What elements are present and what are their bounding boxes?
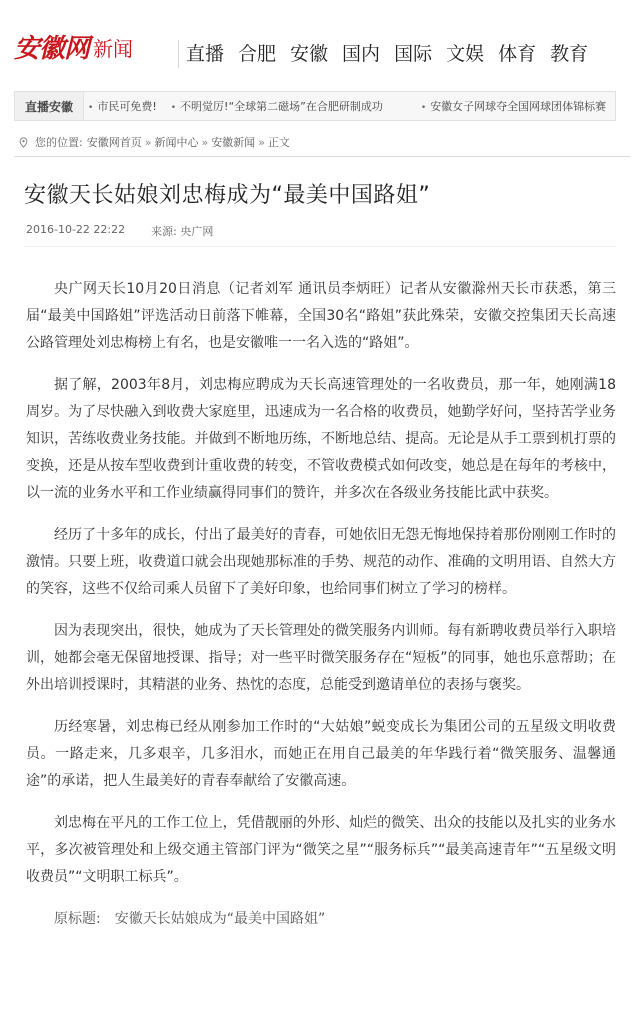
main-nav bbox=[186, 40, 602, 68]
breadcrumb-divider bbox=[14, 156, 630, 157]
ticker-item[interactable]: • 安徽女子网球夺全国网球团体锦标赛 bbox=[421, 98, 606, 114]
original-title-line bbox=[26, 906, 616, 933]
live-ticker bbox=[14, 91, 616, 121]
location-pin-icon bbox=[18, 137, 29, 148]
ticker-item[interactable]: • 不明觉厉!“全球第二磁场”在合肥研制成功 bbox=[171, 98, 383, 114]
article-date: 2016-10-22 22:22 bbox=[26, 223, 126, 236]
article-title: 安徽天长姑娘刘忠梅成为“最美中国路姐” bbox=[24, 183, 431, 208]
article-source: 来源: 央广网 bbox=[151, 225, 214, 238]
article-paragraph: 刘忠梅在平凡的工作工位上，凭借靓丽的外形、灿烂的微笑、出众的技能以及扎实的业务水平，多次被管理处和上级交通主管部门评为“微笑之星”“服务标兵”“最美高速青年”“五星级文明收费员”“文明职工标兵”。 bbox=[26, 815, 616, 885]
breadcrumb bbox=[18, 134, 290, 150]
site-header bbox=[0, 0, 640, 82]
nav-item-anhui[interactable]: 安徽 bbox=[290, 43, 329, 65]
nav-item-domestic[interactable]: 国内 bbox=[342, 43, 381, 65]
original-title-label: 原标题: bbox=[54, 911, 101, 927]
nav-item-live[interactable]: 直播 bbox=[186, 43, 225, 65]
ticker-label[interactable]: 直播安徽 bbox=[15, 92, 84, 120]
nav-item-international[interactable]: 国际 bbox=[394, 43, 433, 65]
article-paragraph: 历经寒暑，刘忠梅已经从刚参加工作时的“大姑娘”蜕变成长为集团公司的五星级文明收费员。一路走来，几多艰辛，几多泪水，而她正在用自己最美的年华践行着“微笑服务、温馨通途”的承诺，把人生最美好的青春奉献给了安徽高速。 bbox=[26, 719, 616, 789]
breadcrumb-home[interactable]: 安徽网首页 bbox=[86, 136, 142, 149]
nav-item-entertainment[interactable]: 文娱 bbox=[446, 43, 485, 65]
article-paragraph: 央广网天长10月20日消息（记者刘军 通讯员李炳旺）记者从安徽滁州天长市获悉，第三届“最美中国路姐”评选活动日前落下帷幕，全国30名“路姐”获此殊荣，安徽交控集团天长高速公路管理处刘忠梅榜上有名，也是安徽唯一一名入选的“路姐”。 bbox=[26, 281, 616, 351]
nav-item-sports[interactable]: 体育 bbox=[498, 43, 537, 65]
site-logo[interactable] bbox=[14, 34, 133, 64]
ticker-item[interactable]: • 市民可免费! bbox=[88, 98, 157, 114]
breadcrumb-news-center[interactable]: 新闻中心 bbox=[154, 136, 199, 149]
breadcrumb-separator: » bbox=[258, 135, 265, 149]
article-paragraph: 据了解，2003年8月，刘忠梅应聘成为天长高速管理处的一名收费员，那一年，她刚满18周岁。为了尽快融入到收费大家庭里，迅速成为一名合格的收费员，她勤学好问，坚持苦学业务知识，苦练收费业务技能。并做到不断地历练，不断地总结、提高。无论是从手工票到机打票的变换，还是从按车型收费到计重收费的转变，不管收费模式如何改变，她总是在每年的考核中，以一流的业务水平和工作业绩赢得同事们的赞许，并多次在各级业务技能比武中获奖。 bbox=[26, 377, 616, 501]
nav-item-hefei[interactable]: 合肥 bbox=[238, 43, 277, 65]
nav-item-education[interactable]: 教育 bbox=[550, 43, 589, 65]
breadcrumb-anhui-news[interactable]: 安徽新闻 bbox=[211, 136, 256, 149]
article-paragraph: 因为表现突出，很快，她成为了天长管理处的微笑服务内训师。每有新聘收费员举行入职培训，她都会毫无保留地授课、指导；对一些平时微笑服务存在“短板”的同事，她也乐意帮助；在外出培训授课时，其精湛的业务、热忱的态度，总能受到邀请单位的表扬与褒奖。 bbox=[26, 623, 616, 693]
article-paragraph: 经历了十多年的成长，付出了最美好的青春，可她依旧无怨无悔地保持着那份刚刚工作时的激情。只要上班，收费道口就会出现她那标准的手势、规范的动作、准确的文明用语、自然大方的笑容，这些不仅给司乘人员留下了美好印象，也给同事们树立了学习的榜样。 bbox=[26, 527, 616, 597]
logo-brand: 安徽网 bbox=[14, 34, 90, 64]
breadcrumb-current: 正文 bbox=[267, 136, 290, 149]
article-rule bbox=[24, 246, 616, 247]
article-meta bbox=[26, 223, 213, 239]
breadcrumb-separator: » bbox=[201, 135, 209, 149]
breadcrumb-separator: » bbox=[144, 135, 152, 149]
article-body bbox=[26, 276, 616, 933]
original-title: 安徽天长姑娘成为“最美中国路姐” bbox=[114, 911, 326, 927]
breadcrumb-prefix: 您的位置: bbox=[35, 136, 83, 149]
ticker-track bbox=[84, 98, 616, 114]
logo-section: 新闻 bbox=[93, 37, 134, 61]
logo-divider bbox=[178, 40, 179, 68]
